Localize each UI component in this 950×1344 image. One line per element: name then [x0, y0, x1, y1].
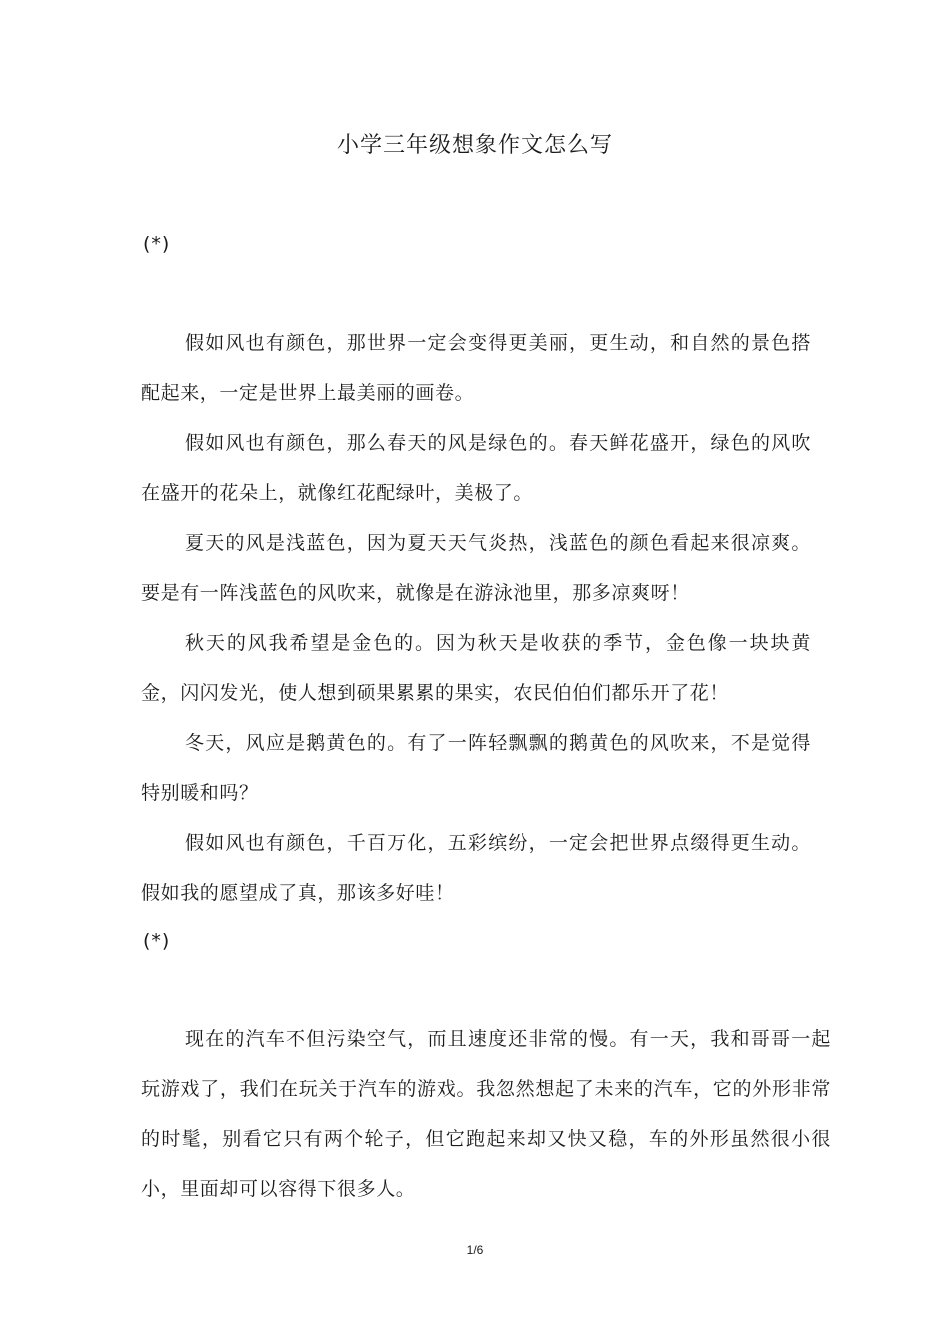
- paragraph: 假如风也有颜色，那么春天的风是绿色的。春天鲜花盛开，绿色的风吹在盛开的花朵上，就像红花配绿叶，美极了。: [141, 432, 811, 504]
- section-marker: (*): [143, 233, 171, 255]
- section-marker: (*): [143, 930, 171, 952]
- document-title: 小学三年级想象作文怎么写: [336, 133, 613, 158]
- paragraph: 假如风也有颜色，千百万化，五彩缤纷，一定会把世界点缀得更生动。假如我的愿望成了真，那该多好哇！: [141, 832, 811, 904]
- page-number: 1/6: [466, 1243, 484, 1257]
- paragraph: 秋天的风我希望是金色的。因为秋天是收获的季节，金色像一块块黄金，闪闪发光，使人想到硕果累累的果实，农民伯伯们都乐开了花！: [141, 632, 811, 704]
- paragraph: 现在的汽车不但污染空气，而且速度还非常的慢。有一天，我和哥哥一起玩游戏了，我们在玩关于汽车的游戏。我忽然想起了未来的汽车，它的外形非常的时髦，别看它只有两个轮子，但它跑起来却又快又稳，车的外形虽然很小很小，里面却可以容得下很多人。: [141, 1028, 831, 1200]
- paragraph: 夏天的风是浅蓝色，因为夏天天气炎热，浅蓝色的颜色看起来很凉爽。要是有一阵浅蓝色的风吹来，就像是在游泳池里，那多凉爽呀！: [141, 532, 811, 604]
- paragraph: 假如风也有颜色，那世界一定会变得更美丽，更生动，和自然的景色搭配起来，一定是世界上最美丽的画卷。: [141, 332, 811, 404]
- paragraph: 冬天，风应是鹅黄色的。有了一阵轻飘飘的鹅黄色的风吹来，不是觉得特别暖和吗？: [141, 732, 811, 804]
